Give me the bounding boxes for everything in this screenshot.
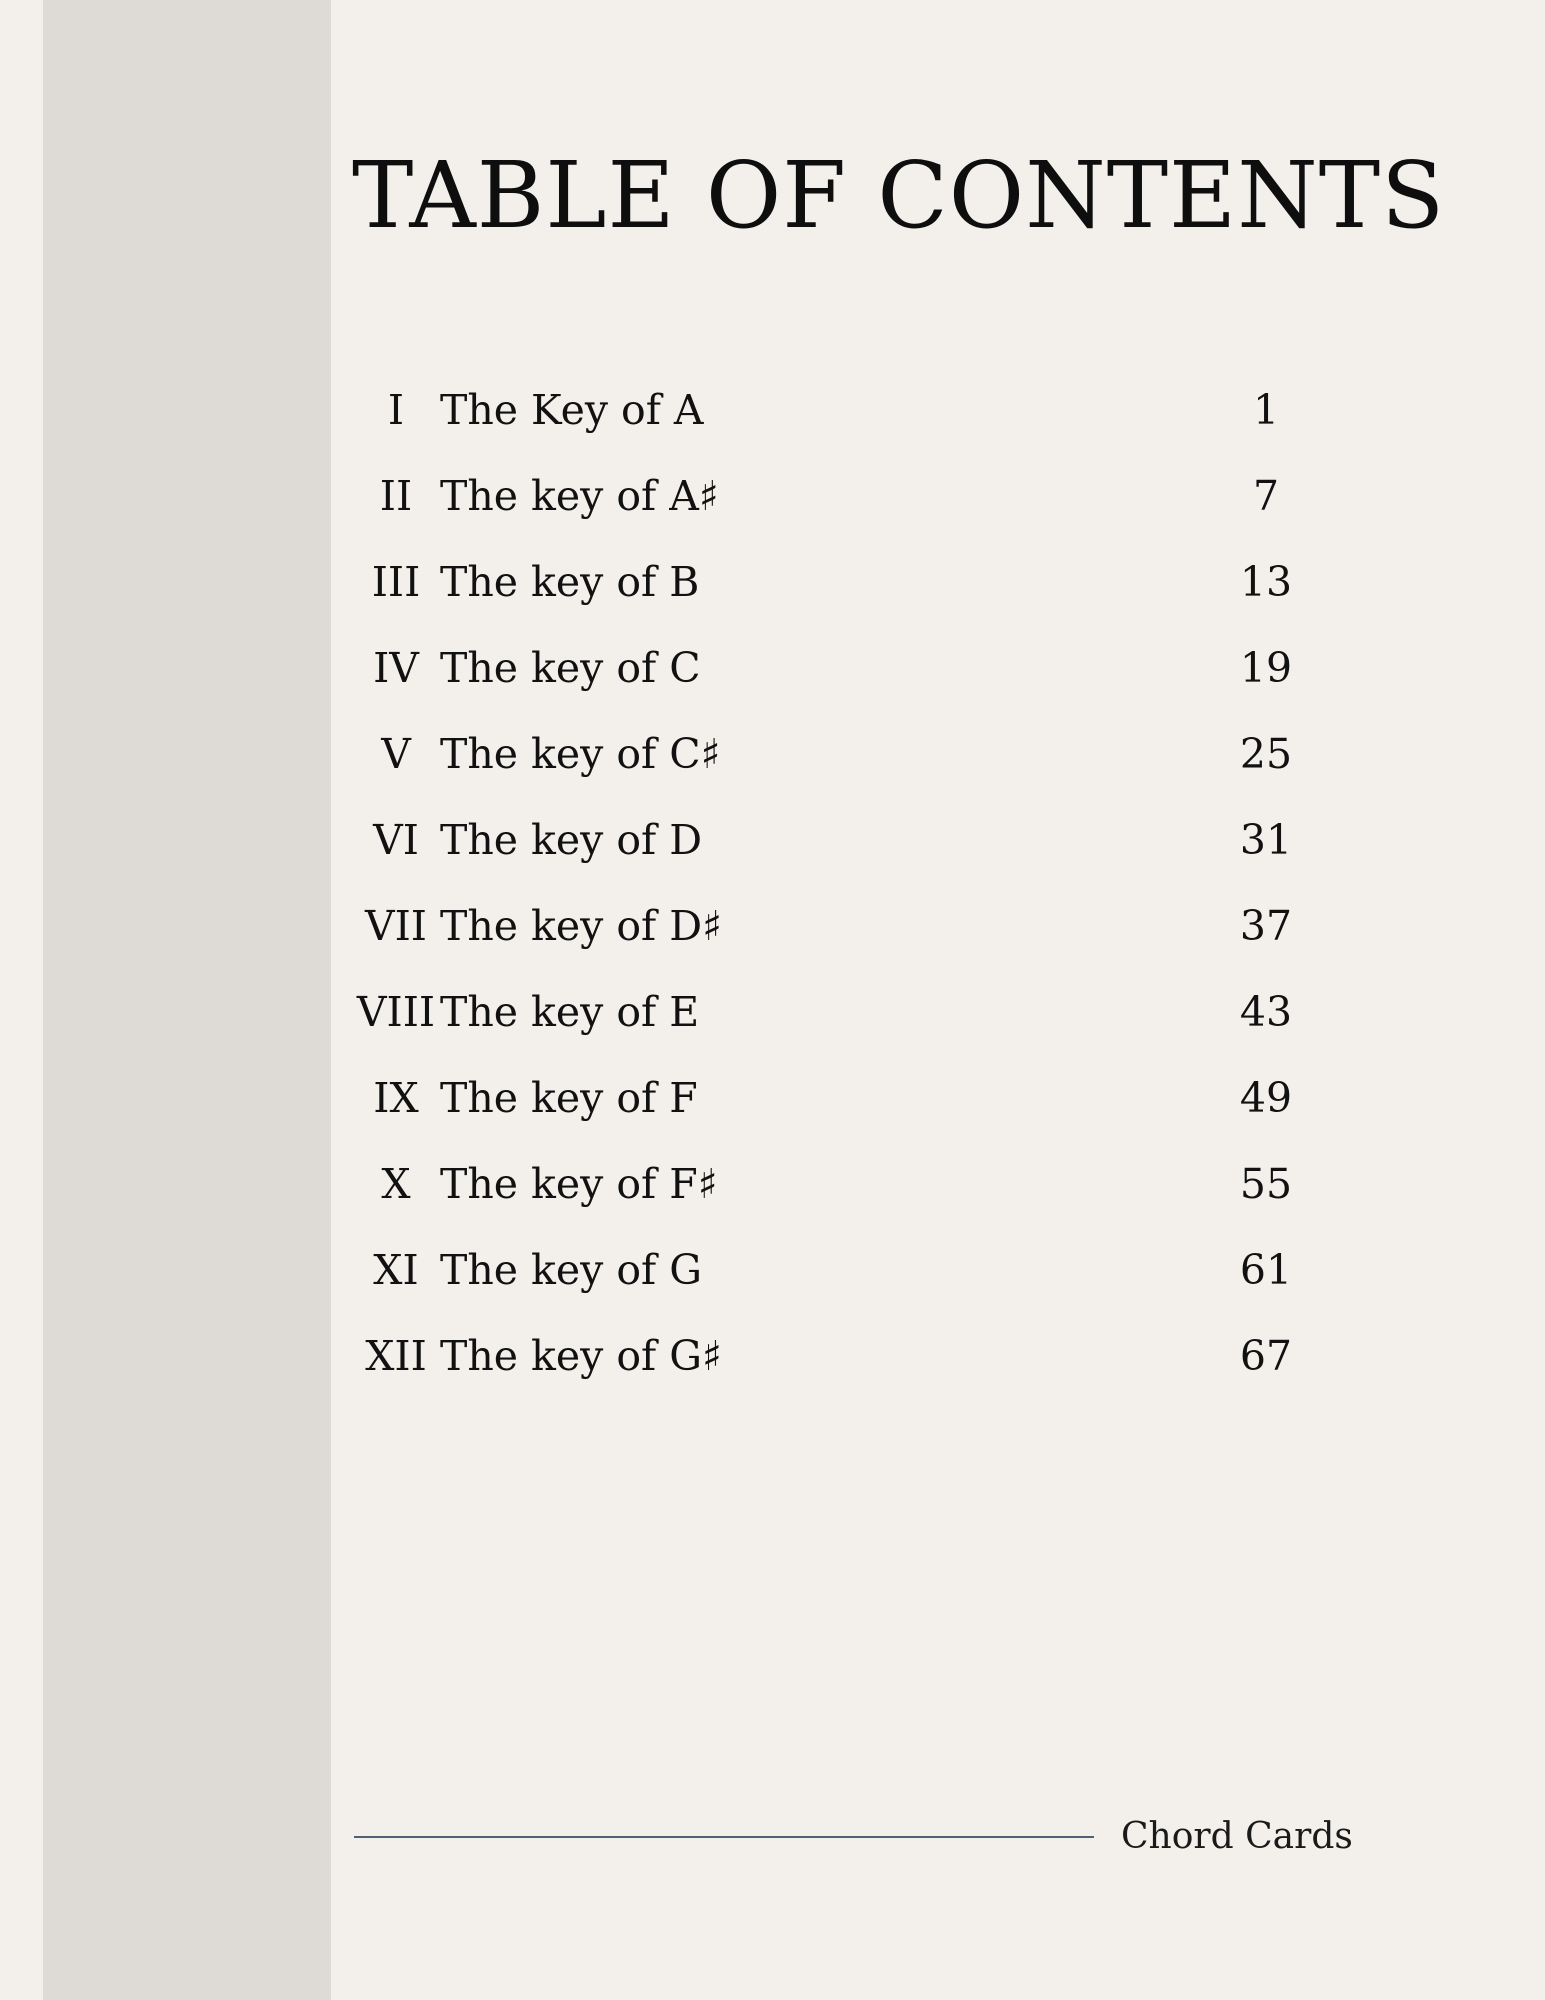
toc-entry[interactable] [352, 1326, 1332, 1412]
toc-entry-title: The key of F♯ [440, 1160, 718, 1208]
toc-entry-numeral: IV [373, 644, 419, 692]
toc-entry[interactable] [352, 1068, 1332, 1154]
toc-entry[interactable] [352, 466, 1332, 552]
page-title: TABLE OF CONTENTS [352, 142, 1446, 249]
toc-entry-title: The key of A♯ [440, 472, 719, 520]
toc-entry-title: The key of C [440, 644, 701, 692]
toc-entry-numeral: VI [373, 816, 419, 864]
toc-entry-page-number: 25 [1239, 730, 1293, 778]
footer-label: Chord Cards [1121, 1816, 1353, 1857]
toc-entry-numeral: II [379, 472, 413, 520]
toc-entry[interactable] [352, 552, 1332, 638]
toc-entry-page-number: 37 [1239, 902, 1293, 950]
toc-entry-page-number: 13 [1239, 558, 1293, 606]
toc-entry-title: The key of F [440, 1074, 698, 1122]
toc-entry-page-number: 67 [1239, 1332, 1293, 1380]
toc-entry-title: The key of B [440, 558, 700, 606]
toc-entry-page-number: 19 [1239, 644, 1293, 692]
toc-entry-numeral: VII [364, 902, 427, 950]
toc-entry-title: The key of D♯ [440, 902, 722, 950]
toc-entry[interactable] [352, 896, 1332, 982]
footer-divider [354, 1836, 1094, 1838]
toc-list [352, 380, 1332, 1412]
toc-entry-title: The Key of A [440, 386, 704, 434]
toc-entry[interactable] [352, 380, 1332, 466]
toc-entry-numeral: XII [365, 1332, 427, 1380]
toc-entry-numeral: VIII [356, 988, 436, 1036]
toc-entry[interactable] [352, 810, 1332, 896]
toc-entry-title: The key of D [440, 816, 703, 864]
toc-entry-page-number: 1 [1252, 386, 1280, 434]
toc-entry-title: The key of E [440, 988, 700, 1036]
toc-entry[interactable] [352, 638, 1332, 724]
toc-entry-title: The key of G♯ [440, 1332, 722, 1380]
toc-entry-title: The key of C♯ [440, 730, 721, 778]
toc-entry[interactable] [352, 1240, 1332, 1326]
toc-entry-page-number: 49 [1239, 1074, 1293, 1122]
toc-entry-page-number: 61 [1239, 1246, 1293, 1294]
toc-entry[interactable] [352, 724, 1332, 810]
toc-entry-page-number: 43 [1239, 988, 1293, 1036]
toc-entry-page-number: 7 [1252, 472, 1280, 520]
toc-entry-page-number: 55 [1239, 1160, 1293, 1208]
toc-entry-numeral: V [381, 730, 411, 778]
toc-entry-numeral: XI [373, 1246, 419, 1294]
toc-entry-numeral: IX [373, 1074, 419, 1122]
toc-entry[interactable] [352, 982, 1332, 1068]
side-band [43, 0, 331, 2000]
toc-entry[interactable] [352, 1154, 1332, 1240]
toc-entry-numeral: III [371, 558, 421, 606]
toc-entry-numeral: X [381, 1160, 411, 1208]
toc-entry-numeral: I [387, 386, 405, 434]
toc-entry-page-number: 31 [1239, 816, 1293, 864]
toc-entry-title: The key of G [440, 1246, 702, 1294]
